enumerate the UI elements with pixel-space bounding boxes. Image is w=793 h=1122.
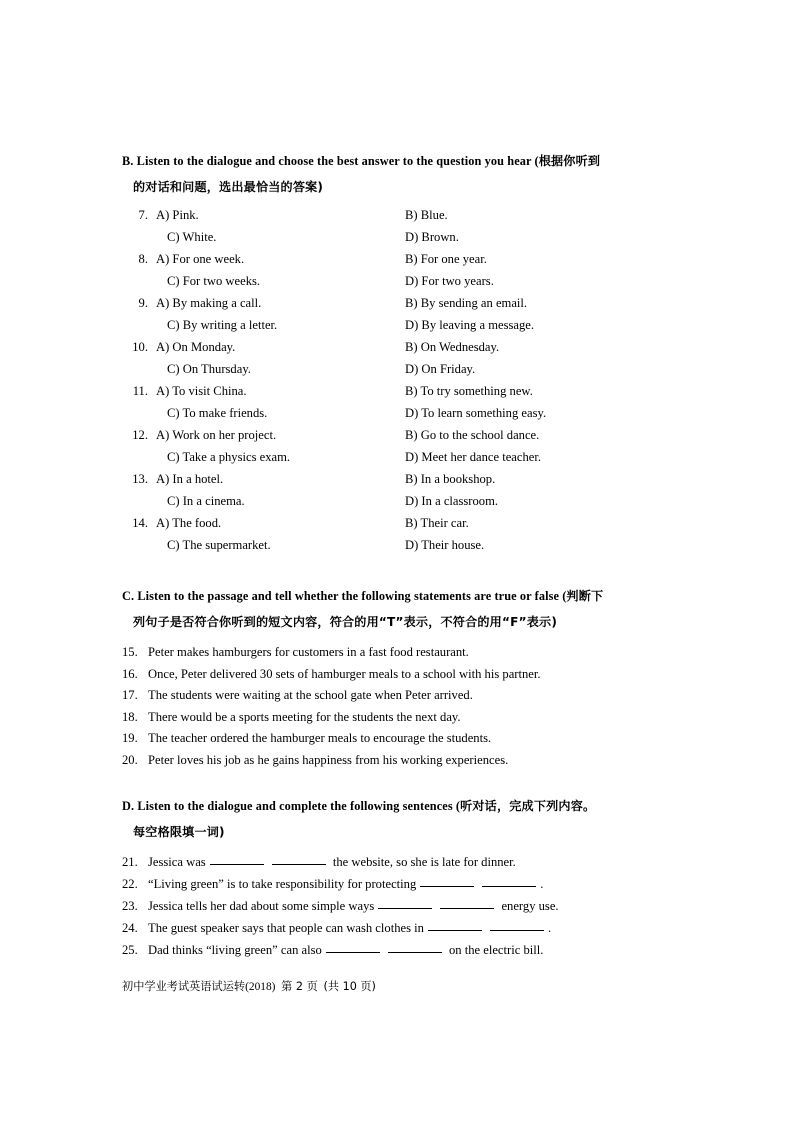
mc-row-ab xyxy=(122,472,682,494)
option-b[interactable]: B) For one year. xyxy=(405,252,487,266)
mc-row-cd xyxy=(122,318,682,340)
answer-blank-1[interactable] xyxy=(378,908,432,909)
sentence-after-text: energy use. xyxy=(501,899,559,913)
option-c[interactable]: C) On Thursday. xyxy=(167,362,251,376)
statement-number: 19. xyxy=(122,731,138,745)
section-d-letter: D. xyxy=(122,799,135,813)
question-number: 14. xyxy=(132,516,148,530)
sentence-number: 23. xyxy=(122,899,138,913)
mc-row-cd xyxy=(122,450,682,472)
statement-text: The teacher ordered the hamburger meals to encourage the students. xyxy=(148,731,492,745)
statement-text: Once, Peter delivered 30 sets of hamburger meals to a school with his partner. xyxy=(148,666,541,681)
section-b-heading xyxy=(122,148,682,200)
sentence-number: 21. xyxy=(122,855,138,869)
sentence-before-text: Jessica was xyxy=(148,855,206,869)
mc-row-ab xyxy=(122,516,682,538)
option-a[interactable]: A) By making a call. xyxy=(156,296,262,310)
option-d[interactable]: D) To learn something easy. xyxy=(405,406,547,420)
sentence-after-text: on the electric bill. xyxy=(448,943,544,957)
mc-row-ab xyxy=(122,252,682,274)
question-number: 9. xyxy=(138,296,148,310)
question-number: 8. xyxy=(138,252,148,266)
sentence-body xyxy=(148,877,682,892)
tf-statement xyxy=(122,688,682,710)
question-number: 7. xyxy=(138,208,148,222)
footer-total-pages: (共 10 页) xyxy=(323,980,376,993)
mc-row-cd xyxy=(122,538,682,560)
option-a[interactable]: A) Pink. xyxy=(156,208,199,222)
answer-blank-2[interactable] xyxy=(440,908,494,909)
option-d[interactable]: D) For two years. xyxy=(405,274,494,288)
sentence-after-text: the website, so she is late for dinner. xyxy=(332,855,516,869)
mc-question xyxy=(122,516,682,560)
option-c[interactable]: C) The supermarket. xyxy=(167,538,271,552)
mc-question xyxy=(122,340,682,384)
option-b[interactable]: B) Their car. xyxy=(405,516,469,530)
mc-row-ab xyxy=(122,384,682,406)
answer-blank-2[interactable] xyxy=(482,886,536,887)
mc-question xyxy=(122,296,682,340)
footer-year: (2018) xyxy=(245,981,276,993)
sentence-after-text: . xyxy=(540,877,544,891)
statement-text: There would be a sports meeting for the students the next day. xyxy=(148,709,461,724)
option-c[interactable]: C) In a cinema. xyxy=(167,494,245,508)
section-c-title-cn-line1: 判断下 xyxy=(566,589,604,603)
option-b[interactable]: B) Blue. xyxy=(405,208,448,222)
spacer xyxy=(122,560,682,583)
answer-blank-2[interactable] xyxy=(388,952,442,953)
mc-row-cd xyxy=(122,494,682,516)
sentence-number: 22. xyxy=(122,877,138,891)
mc-row-cd xyxy=(122,230,682,252)
question-number: 12. xyxy=(132,428,148,442)
sentence-after-text: . xyxy=(547,921,552,935)
sentence-body xyxy=(148,943,682,958)
mc-question xyxy=(122,472,682,516)
statement-text: Peter loves his job as he gains happiness from his working experiences. xyxy=(148,752,509,767)
option-c[interactable]: C) To make friends. xyxy=(167,406,268,420)
footer-exam-name: 初中学业考试英语试运转 xyxy=(122,980,246,993)
mc-row-ab xyxy=(122,340,682,362)
statement-text: The students were waiting at the school gate when Peter arrived. xyxy=(148,688,473,702)
tf-statement xyxy=(122,645,682,667)
fill-blank-sentence xyxy=(122,921,682,943)
statement-number: 20. xyxy=(122,752,138,767)
section-b-title-cn-line1: 根据你听到 xyxy=(538,154,601,168)
option-b[interactable]: B) By sending an email. xyxy=(405,296,528,310)
answer-blank-1[interactable] xyxy=(326,952,380,953)
option-b[interactable]: B) To try something new. xyxy=(405,384,533,398)
answer-blank-1[interactable] xyxy=(210,864,264,865)
page-footer xyxy=(122,978,376,994)
option-b[interactable]: B) Go to the school dance. xyxy=(405,428,540,442)
option-c[interactable]: C) White. xyxy=(167,230,217,244)
fill-blank-sentence xyxy=(122,877,682,899)
mc-row-cd xyxy=(122,362,682,384)
statement-number: 15. xyxy=(122,645,138,659)
spacer xyxy=(122,774,682,793)
option-a[interactable]: A) On Monday. xyxy=(156,340,236,354)
answer-blank-1[interactable] xyxy=(420,886,474,887)
statement-number: 16. xyxy=(122,666,138,681)
question-number: 13. xyxy=(132,472,148,486)
question-number: 10. xyxy=(132,340,148,354)
mc-row-cd xyxy=(122,274,682,296)
statement-number: 17. xyxy=(122,688,138,702)
section-c-heading xyxy=(122,583,682,635)
mc-question xyxy=(122,428,682,472)
section-c-title-en: Listen to the passage and tell whether the following statements are true or false ( xyxy=(137,589,567,603)
section-d-title-cn-line2: 每空格限填一词) xyxy=(133,825,225,839)
mc-question xyxy=(122,384,682,428)
mc-row-cd xyxy=(122,406,682,428)
fill-blank-sentence xyxy=(122,899,682,921)
question-number: 11. xyxy=(132,384,148,398)
section-c-statement-list xyxy=(122,645,682,774)
section-c-letter: C. xyxy=(122,589,135,603)
statement-text: Peter makes hamburgers for customers in a fast food restaurant. xyxy=(148,645,469,659)
fill-blank-sentence xyxy=(122,855,682,877)
option-b[interactable]: B) In a bookshop. xyxy=(405,472,496,486)
option-c[interactable]: C) By writing a letter. xyxy=(167,318,278,332)
section-b-title-cn-line2: 的对话和问题，选出最恰当的答案) xyxy=(133,180,324,194)
answer-blank-2[interactable] xyxy=(272,864,326,865)
section-d-title-en: Listen to the dialogue and complete the following sentences ( xyxy=(137,799,461,813)
statement-number: 18. xyxy=(122,709,138,724)
sentence-body xyxy=(148,855,682,870)
sentence-before-text: “Living green” is to take responsibility for protecting xyxy=(148,877,417,891)
option-d[interactable]: D) On Friday. xyxy=(405,362,476,376)
option-a[interactable]: A) In a hotel. xyxy=(156,472,224,486)
option-c[interactable]: C) For two weeks. xyxy=(167,274,261,288)
section-b-letter: B. xyxy=(122,154,134,168)
sentence-number: 25. xyxy=(122,943,138,957)
option-c[interactable]: C) Take a physics exam. xyxy=(167,450,291,464)
tf-statement xyxy=(122,710,682,732)
section-b-title-en: Listen to the dialogue and choose the best answer to the question you hear ( xyxy=(136,154,539,168)
mc-question xyxy=(122,252,682,296)
option-a[interactable]: A) Work on her project. xyxy=(156,428,277,442)
sentence-number: 24. xyxy=(122,921,138,935)
section-d-sentence-list xyxy=(122,855,682,965)
sentence-before-text: Dad thinks “living green” can also xyxy=(148,943,322,957)
mc-row-ab xyxy=(122,208,682,230)
answer-blank-2[interactable] xyxy=(490,930,544,931)
answer-blank-1[interactable] xyxy=(428,930,482,931)
option-d[interactable]: D) By leaving a message. xyxy=(405,318,535,332)
option-a[interactable]: A) The food. xyxy=(156,516,222,530)
sentence-body xyxy=(148,921,682,936)
mc-row-ab xyxy=(122,428,682,450)
sentence-before-text: The guest speaker says that people can wash clothes in xyxy=(148,921,424,935)
tf-statement xyxy=(122,667,682,689)
option-a[interactable]: A) For one week. xyxy=(156,252,245,266)
section-d-heading xyxy=(122,793,682,845)
sentence-body xyxy=(148,899,682,914)
mc-row-ab xyxy=(122,296,682,318)
section-b-question-list xyxy=(122,208,682,560)
tf-statement xyxy=(122,753,682,775)
section-c-title-cn-line2: 列句子是否符合你听到的短文内容，符合的用“T”表示，不符合的用“F”表示) xyxy=(133,615,558,629)
option-d[interactable]: D) In a classroom. xyxy=(405,494,499,508)
page-content xyxy=(122,148,682,965)
fill-blank-sentence xyxy=(122,943,682,965)
option-d[interactable]: D) Their house. xyxy=(405,538,485,552)
sentence-before-text: Jessica tells her dad about some simple ways xyxy=(148,899,375,913)
option-b[interactable]: B) On Wednesday. xyxy=(405,340,500,354)
section-d-title-cn-line1: 听对话，完成下列内容。 xyxy=(460,799,596,813)
mc-question xyxy=(122,208,682,252)
option-a[interactable]: A) To visit China. xyxy=(156,384,247,398)
option-d[interactable]: D) Meet her dance teacher. xyxy=(405,450,542,464)
option-d[interactable]: D) Brown. xyxy=(405,230,459,244)
tf-statement xyxy=(122,731,682,753)
footer-page-number: 第 2 页 xyxy=(281,980,318,993)
